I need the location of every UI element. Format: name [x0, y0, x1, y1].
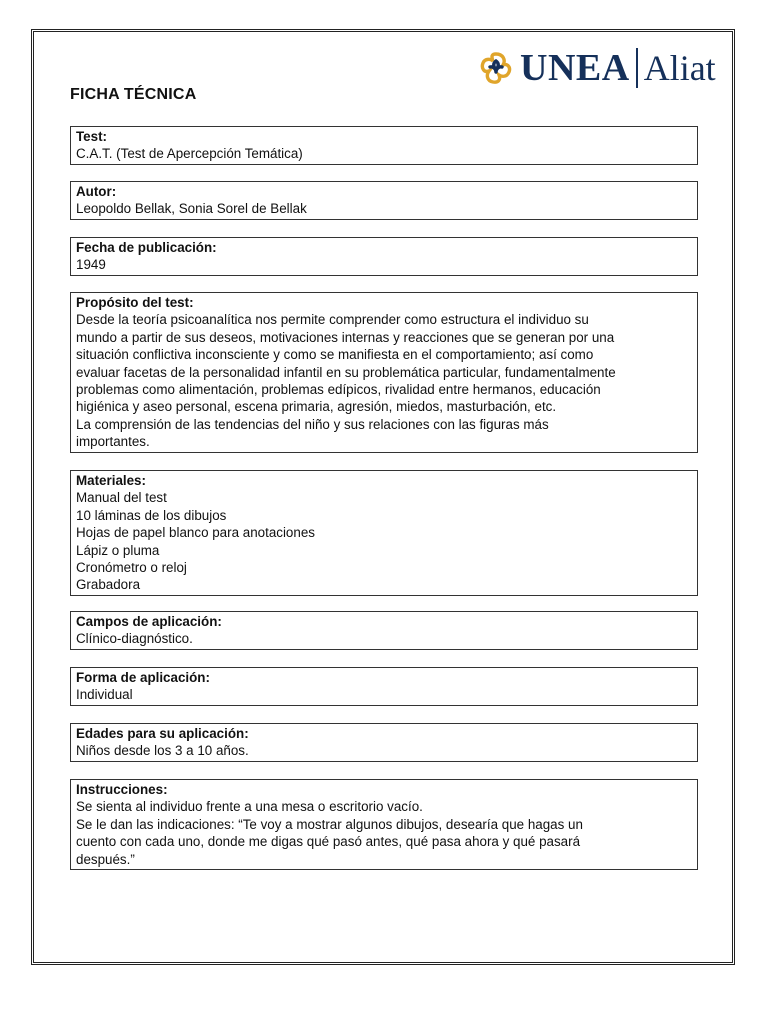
section-label: Forma de aplicación: — [76, 670, 210, 685]
section-text: Desde la teoría psicoanalítica nos permite comprender como estructura el individuo su — [76, 312, 589, 328]
section-text: Niños desde los 3 a 10 años. — [76, 743, 249, 759]
section-text: Se le dan las indicaciones: “Te voy a mostrar algunos dibujos, desearía que hagas un — [76, 816, 583, 832]
section-text: Manual del test — [76, 490, 167, 506]
section-text: Hojas de papel blanco para anotaciones — [76, 525, 315, 541]
section-text: mundo a partir de sus deseos, motivaciones internas y reacciones que se generan por una — [76, 329, 615, 345]
section-text: problemas como alimentación, problemas edípicos, rivalidad entre hermanos, educación — [76, 382, 601, 398]
section-text: Se sienta al individuo frente a una mesa o escritorio vacío. — [76, 799, 423, 815]
section-label: Instrucciones: — [76, 782, 168, 797]
section-text: higiénica y aseo personal, escena primaria, agresión, miedos, masturbación, etc. — [76, 399, 557, 415]
unea-aliat-logo — [476, 42, 716, 94]
section-edades — [70, 723, 698, 762]
section-forma — [70, 667, 698, 706]
section-campos — [70, 611, 698, 650]
section-label: Propósito del test: — [76, 295, 194, 310]
section-label: Materiales: — [76, 473, 146, 488]
section-label: Test: — [76, 129, 107, 144]
section-label: Autor: — [76, 184, 117, 199]
section-label: Campos de aplicación: — [76, 614, 222, 629]
logo-divider — [636, 48, 638, 88]
section-text: Cronómetro o reloj — [76, 560, 187, 576]
section-fecha — [70, 237, 698, 276]
section-text: importantes. — [76, 434, 150, 450]
logo-aliat-text: Aliat — [643, 48, 716, 88]
section-text: La comprensión de las tendencias del niño y sus relaciones con las figuras más — [76, 416, 549, 432]
section-text: C.A.T. (Test de Apercepción Temática) — [76, 146, 303, 162]
logo-unea-text: UNEA — [520, 47, 630, 89]
section-label: Fecha de publicación: — [76, 240, 217, 255]
section-proposito — [70, 292, 698, 453]
unea-knot-icon — [476, 48, 516, 88]
section-text: después.” — [76, 851, 135, 867]
section-text: situación conflictiva inconsciente y como se manifiesta en el comportamiento; así como — [76, 347, 594, 363]
section-label: Edades para su aplicación: — [76, 726, 249, 741]
section-test — [70, 126, 698, 165]
page-title: FICHA TÉCNICA — [70, 86, 197, 103]
section-text: 10 láminas de los dibujos — [76, 507, 227, 523]
section-text: Clínico-diagnóstico. — [76, 631, 193, 647]
section-instrucciones — [70, 779, 698, 870]
section-text: Leopoldo Bellak, Sonia Sorel de Bellak — [76, 201, 307, 217]
section-text: 1949 — [76, 257, 106, 273]
section-text: Grabadora — [76, 577, 141, 593]
section-text: evaluar facetas de la personalidad infantil en su problemática particular, fundamentalmente — [76, 364, 616, 380]
section-autor — [70, 181, 698, 220]
section-text: Individual — [76, 687, 133, 703]
section-materiales — [70, 470, 698, 596]
section-text: Lápiz o pluma — [76, 542, 160, 558]
section-text: cuento con cada uno, donde me digas qué pasó antes, qué pasa ahora y qué pasará — [76, 834, 581, 850]
